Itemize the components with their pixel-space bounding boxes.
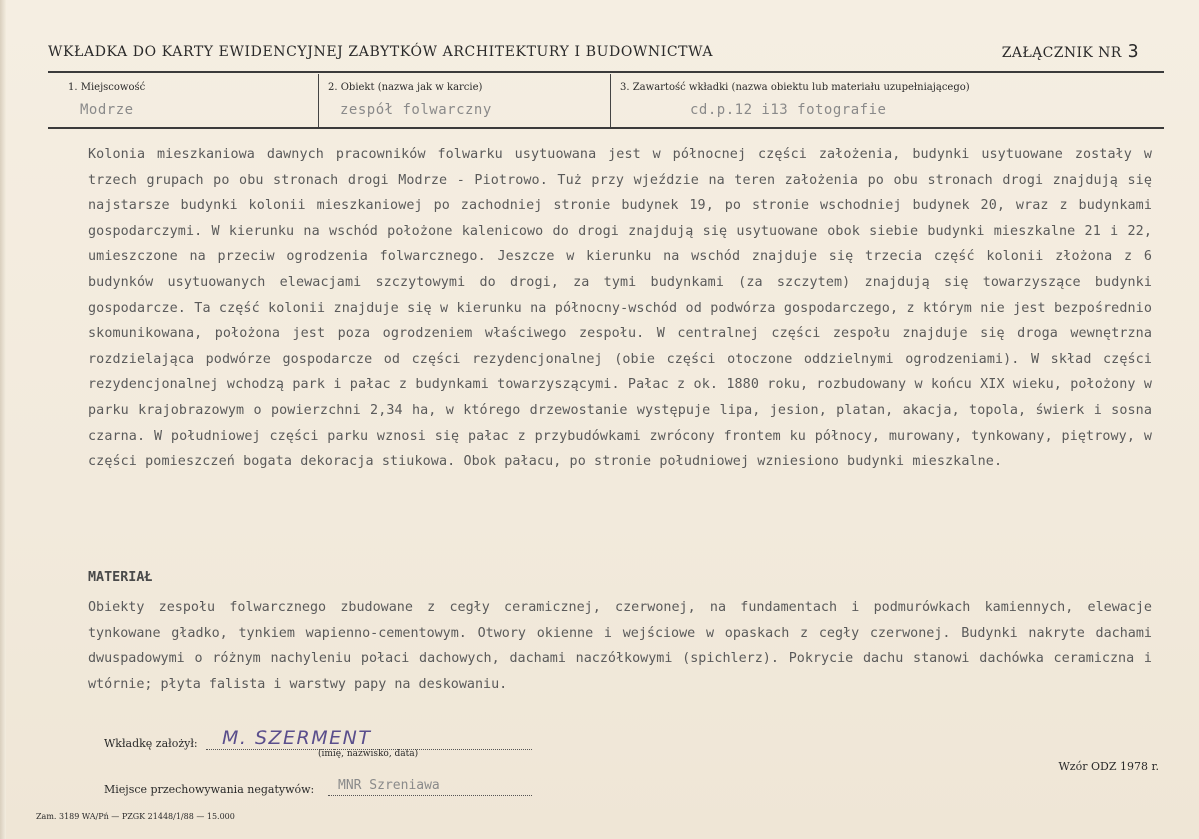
negatives-line [328, 794, 532, 796]
annex-number [1002, 41, 1139, 62]
top-rule [48, 71, 1164, 73]
contents-value: cd.p.12 i13 fotografie [690, 102, 887, 118]
negatives-label: Miejsce przechowywania negatywów: [104, 783, 315, 796]
locality-label: 1. Miejscowość [68, 82, 146, 93]
material-heading: MATERIAŁ [88, 570, 153, 585]
material-paragraph: Obiekty zespołu folwarcznego zbudowane z cegły ceramicznej, czerwonej, na fundamentach i podmurówkach kamiennych, elewacje tynkowane gładko, tynkiem wapienno-cementowym. Otwory okienne i wejściowe w opaskach z cegły czerwonej. Budynki nakryte dachami dwuspadowymi o różnym nachyleniu połaci dachowych, dachami naczółkowymi (spichlerz). Pokrycie dachu stanowi dachówka ceramiczna i wtórnie; płyta falista i warstwy papy na deskowaniu. [88, 600, 1152, 692]
field-divider [610, 74, 611, 127]
page-edge [0, 0, 6, 839]
form-model: Wzór ODZ 1978 r. [1058, 760, 1159, 773]
compiled-by-label: Wkładkę założył: [104, 737, 198, 750]
negatives-value: MNR Szreniawa [338, 778, 440, 793]
description-paragraph: Kolonia mieszkaniowa dawnych pracowników folwarku usytuowana jest w północnej części założenia, budynki usytuowane zostały w trzech grupach po obu stronach drogi Modrze - Piotrowo. Tuż przy wjeździe na teren założenia po obu stronach drogi znajdują się najstarsze budynki kolonii mieszkaniowej po zachodniej stronie budynek 19, po stronie wschodniej budynek 20, wraz z budynkami gospodarczymi. W kierunku na wschód położone kalenicowo do drogi znajdują się usytuowane obok siebie budynki mieszkalne 21 i 22, umieszczone na przeciw ogrodzenia folwarcznego. Jeszcze w kierunku na wschód znajduje się trzecia część kolonii złożona z 6 budynków usytuowanych elewacjami szczytowymi do drogi, za tymi budynkami (za szczytem) znajdują się towarzyszące budynki gospodarcze. Ta część kolonii znajduje się w kierunku na północny-wschód od podwórza gospodarczego, z którym nie jest bezpośrednio skomunikowana, położona jest poza ogrodzeniem właściwego zespołu. W centralnej części zespołu znajduje się droga wewnętrzna rozdzielająca podwórze gospodarcze od części rezydencjonalnej (obie części otoczone oddzielnymi ogrodzeniami). W skład części rezydencjonalnej wchodzą park i pałac z budynkami towarzyszącymi. Pałac z ok. 1880 roku, rozbudowany w końcu XIX wieku, położony w parku krajobrazowym o powierzchni 2,34 ha, w którego drzewostanie występuje lipa, jesion, platan, akacja, topola, świerk i sosna czarna. W południowej części parku wznosi się pałac z przybudówkami zwrócony frontem ku północy, murowany, tynkowany, piętrowy, w części pomieszczeń bogata dekoracja stiukowa. Obok pałacu, po stronie południowej wzniesiono budynki mieszkalne. [88, 147, 1152, 470]
locality-value: Modrze [80, 102, 134, 118]
compiled-caption: (imię, nazwisko, data) [318, 749, 419, 759]
compiled-signature: M. SZERMENT [222, 727, 372, 749]
header-bottom-rule [48, 127, 1164, 129]
object-label: 2. Obiekt (nazwa jak w karcie) [328, 82, 483, 93]
object-value: zespół folwarczny [340, 102, 492, 118]
annex-number-value: 3 [1127, 41, 1139, 62]
print-info: Zam. 3189 WA/Pń — PZGK 21448/1/88 — 15.000 [36, 812, 235, 821]
form-title: WKŁADKA DO KARTY EWIDENCYJNEJ ZABYTKÓW ARCHITEKTURY I BUDOWNICTWA [48, 44, 714, 60]
contents-label: 3. Zawartość wkładki (nazwa obiektu lub materiału uzupełniającego) [620, 82, 970, 93]
field-divider [318, 74, 319, 127]
annex-label: ZAŁĄCZNIK NR [1001, 45, 1122, 61]
